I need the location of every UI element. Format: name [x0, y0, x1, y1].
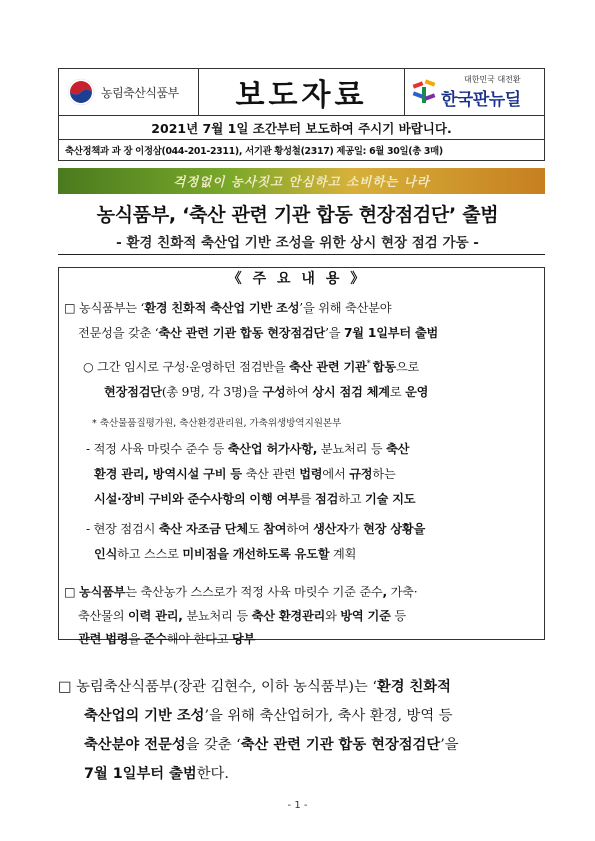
text: 도 [247, 522, 264, 536]
emphasis: 법령 [299, 467, 323, 481]
emphasis: 축산 관련 기관 합동 현장점검단 [240, 737, 441, 753]
summary-item-3-line-2 [94, 465, 396, 482]
text: 그간 임시로 구성·운영하던 점검반을 [97, 360, 290, 374]
text: 분뇨처리 등 [317, 442, 387, 456]
emphasis: 미비점을 개선하도록 유도할 [182, 547, 330, 561]
summary-item-2-line-1 [83, 358, 419, 375]
emphasis: 운영 [405, 385, 429, 399]
emphasis: 축산분야 전문성 [84, 737, 186, 753]
summary-item-5-line-2 [78, 607, 406, 624]
emphasis: 준수 [143, 632, 167, 646]
text: 축산 관련 [241, 467, 300, 481]
emphasis: 방역 기준 [340, 609, 391, 623]
emphasis: 당부 [231, 632, 256, 646]
text: 으로 [395, 360, 420, 374]
text: ’을 위해 축산분야 [299, 301, 392, 315]
text: 분뇨처리 등 [182, 609, 252, 623]
summary-item-5-line-3 [78, 630, 255, 647]
summary-item-1-line-1 [64, 299, 391, 316]
emphasis: 축산 관련 기관 [289, 360, 367, 374]
emphasis: 7월 1일부터 출범 [84, 766, 197, 782]
page-number: - 1 - [287, 800, 308, 811]
text: 한다. [196, 766, 229, 782]
text: 등 [390, 609, 406, 623]
press-header [58, 68, 545, 116]
brand-tagline: 대한민국 대전환 [463, 75, 521, 84]
emphasis: 점검 [315, 492, 339, 506]
doc-type-title: 보도자료 [235, 78, 368, 113]
emphasis: 규정 [349, 467, 373, 481]
text: 가 [347, 522, 364, 536]
emphasis: 구성 [262, 385, 286, 399]
press-title: 농식품부, ‘축산 관련 기관 합동 현장점검단’ 출범 [96, 204, 499, 226]
footnote-mark: * [366, 358, 373, 368]
emphasis: , [382, 585, 387, 599]
text: 을 갖춘 ‘ [185, 737, 241, 753]
body-paragraph-line-3 [84, 734, 459, 754]
emphasis: 환경 친화적 [376, 679, 451, 695]
text: (총 9명, 각 3명)을 [161, 385, 263, 399]
emphasis: 축산 관련 기관 합동 현장점검단 [158, 326, 326, 340]
text: ’을 위해 축산업허가, 축사 환경, 방역 등 [204, 708, 453, 724]
body-paragraph-line-4 [84, 763, 229, 783]
government-emblem-icon [67, 78, 95, 106]
text: 을 [128, 632, 144, 646]
emphasis: 이력 관리, [127, 609, 183, 623]
slogan-banner: 걱정없이 농사짓고 안심하고 소비하는 나라 [58, 168, 545, 194]
new-deal-logo-cell [404, 69, 544, 115]
summary-item-4-line-2 [94, 545, 356, 562]
text: 농식품부는 ‘ [79, 301, 145, 315]
text: 가축· [386, 585, 418, 599]
emphasis: 축산 환경관리 [251, 609, 326, 623]
embargo-notice: 2021년 7월 1일 조간부터 보도하여 주시기 바랍니다. [58, 116, 545, 140]
emphasis: 생산자 [313, 522, 348, 536]
emphasis: 시설·장비 구비와 준수사항의 이행 여부 [94, 492, 300, 506]
text: 농림축산식품부(장관 김현수, 이하 농식품부)는 ‘ [76, 679, 377, 695]
dash-bullet: - [86, 522, 90, 536]
text: 는 축산농가 스스로가 적정 사육 마릿수 기준 준수 [125, 585, 383, 599]
emphasis: 합동 [372, 360, 396, 374]
emphasis: 농식품부 [79, 585, 126, 599]
square-bullet: □ [64, 301, 76, 315]
ministry-name: 농림축산식품부 [101, 85, 179, 100]
title-divider [58, 254, 545, 255]
text: ’을 [440, 737, 459, 753]
text: 적정 사육 마릿수 준수 등 [93, 442, 228, 456]
emphasis: 축산 자조금 단체 [158, 522, 248, 536]
ministry-logo-cell [59, 69, 199, 115]
square-bullet: □ [58, 679, 72, 695]
summary-item-5-line-1 [64, 583, 417, 600]
summary-item-1-line-2 [78, 324, 438, 341]
text: 해야 한다고 [166, 632, 232, 646]
summary-heading: 《 주 요 내 용 》 [227, 271, 368, 287]
circle-bullet: ○ [83, 360, 94, 374]
text: 하는 [372, 467, 396, 481]
summary-item-3-line-1 [86, 440, 409, 457]
emphasis: 현장점검단 [104, 385, 162, 399]
emphasis: 관련 법령 [78, 632, 129, 646]
emphasis: 환경 관리, 방역시설 구비 등 [94, 467, 242, 481]
emphasis: 현장 상황을 [363, 522, 426, 536]
emphasis: 기술 지도 [365, 492, 416, 506]
dash-bullet: - [86, 442, 90, 456]
emphasis: 참여 [263, 522, 287, 536]
body-paragraph-line-2 [84, 705, 453, 725]
text: 하고 [338, 492, 366, 506]
emphasis: 축산업의 기반 조성 [84, 708, 205, 724]
text: ’을 [325, 326, 345, 340]
text: 하고 스스로 [117, 547, 183, 561]
emphasis: 7월 1일부터 출범 [344, 326, 439, 340]
text: 하여 [286, 522, 314, 536]
new-deal-logo-icon [411, 77, 437, 107]
brand-name: 한국판뉴딜 [441, 90, 521, 110]
text: 로 [389, 385, 406, 399]
emphasis: 축산 [386, 442, 410, 456]
press-subtitle: - 환경 친화적 축산업 기반 조성을 위한 상시 현장 점검 가동 - [116, 235, 479, 251]
new-deal-brand [441, 74, 521, 110]
emphasis: 환경 친화적 축산업 기반 조성 [144, 301, 300, 315]
contact-line: 축산정책과 과 장 이정삼(044-201-2311), 서기관 황성철(2317) 제공일: 6월 30일(총 3매) [58, 140, 545, 161]
text: 하여 [285, 385, 313, 399]
text: 를 [299, 492, 316, 506]
emphasis: 상시 점검 체계 [312, 385, 390, 399]
emphasis: 인식 [94, 547, 118, 561]
text: 전문성을 갖춘 ‘ [78, 326, 159, 340]
summary-item-3-line-3 [94, 490, 415, 507]
footnote: * 축산물품질평가원, 축산환경관리원, 가축위생방역지원본부 [92, 418, 342, 429]
emphasis: 축산업 허가사항, [227, 442, 318, 456]
body-paragraph-line-1 [58, 676, 451, 696]
text: 현장 점검시 [93, 522, 159, 536]
text: 계획 [329, 547, 357, 561]
summary-item-4-line-1 [86, 520, 425, 537]
square-bullet: □ [64, 585, 76, 599]
text: 에서 [322, 467, 350, 481]
text: 축산물의 [78, 609, 128, 623]
summary-item-2-line-2 [104, 383, 428, 400]
text: 와 [325, 609, 341, 623]
